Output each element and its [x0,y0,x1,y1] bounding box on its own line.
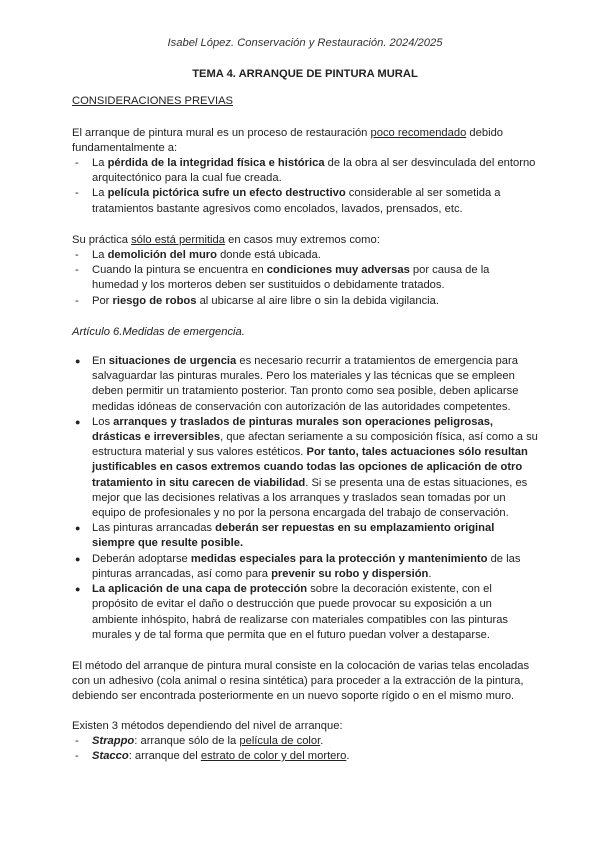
text: : arranque sólo de la [134,734,240,747]
list-item [72,156,538,186]
method-name: Strappo [92,734,135,747]
text: . Si se presenta una de estas situaciones, es mejor que las decisiones relativas a los arranques y traslados sean tomadas por un equipo de profesionales y no por la persona encargada del trabajo de conservación. [92,476,528,520]
bold-text: deberán ser repuestas en su emplazamiento original siempre que resulte posible. [92,522,495,550]
text: de las pinturas arrancadas, así como para [92,552,521,580]
methods-list [72,734,538,764]
bold-text: condiciones muy adversas [266,264,410,277]
page-title: TEMA 4. ARRANQUE DE PINTURA MURAL [192,68,418,81]
list-item [72,415,538,521]
text: . [320,734,324,747]
method-name: Stacco [92,749,129,762]
list-item [72,248,538,263]
text: sobre la decoración existente, con el propósito de evitar el daño o destrucción que puede provocar su exposición a un ambiente inhóspito, habrá de realizarse con materiales compatibles con las pinturas murales y de tal forma que permita que en el futuro puedan volver a destaparse. [92,583,509,641]
practice-paragraph [72,233,538,248]
method-paragraph: El método del arranque de pintura mural consiste en la colocación de varias telas encoladas con un adhesivo (cola animal o resina sintética) para proceder a la extracción de la pintura, debiendo ser encontrada posteriormente en un nuevo soporte rígido o en el mismo muro. [72,659,530,703]
bold-text: riesgo de robos [112,294,197,307]
list-item [72,582,538,643]
list-item [72,294,538,309]
text: Los [92,415,114,428]
list-item [72,521,538,551]
text: debido fundamentalmente a: [72,126,504,154]
text: considerable al ser sometida a tratamientos bastante agresivos como encolados, lavados, prensados, etc. [92,187,501,215]
text: Por [92,294,113,307]
bold-text: situaciones de urgencia [108,355,237,368]
reasons-list [72,156,538,217]
text: al ubicarse al aire libre o sin la debida vigilancia. [196,294,439,307]
list-item [72,749,538,764]
text: El arranque de pintura mural es un proceso de restauración [72,126,371,139]
bold-text: arranques y traslados de pinturas murales son operaciones peligrosas, drásticas e irreversibles [92,415,494,444]
text: En [92,355,109,368]
list-item [72,552,538,582]
text: , que afectan seriamente a su composición física, así como a su estructura material y sus valores estéticos. [92,431,538,459]
text: es necesario recurrir a tratamientos de emergencia para salvaguardar las pinturas murales. Pero los materiales y las técnicas que se empleen deben permitir un tratamiento posterior. Tan pronto como sea posible, deben aplicarse medidas idóneas de conservación con autorización de las autoridades competentes. [92,355,519,413]
list-item [72,186,538,216]
bold-text: película pictórica sufre un efecto destructivo [107,187,346,200]
underlined-text: poco recomendado [370,126,467,139]
text: de la obra al ser desvinculada del entorno arquitectónico para la cual fue creada. [92,157,536,185]
cases-list [72,248,538,309]
bold-text: Por tanto, tales actuaciones sólo resultan justificables en casos extremos cuando todas las opciones de aplicación de otro tratamiento in situ carecen de viabilidad [92,446,528,489]
underlined-text: sólo está permitida [131,233,225,246]
text: La [92,249,108,262]
text: en casos muy extremos como: [224,233,380,246]
bold-text: medidas especiales para la protección y mantenimiento [190,552,488,565]
text: . [428,567,432,580]
list-item [72,734,538,749]
text: : arranque del [128,749,201,762]
text: Las pinturas arrancadas [92,522,216,535]
bold-text: prevenir su robo y dispersión [271,567,429,580]
text: por causa de la humedad y los morteros deben ser sustituidos o debidamente tratados. [92,264,490,292]
text: . [346,749,350,762]
bold-text: pérdida de la integridad física e histórica [107,157,325,170]
text: La [92,187,108,200]
list-item [72,354,538,415]
document-page [72,36,538,764]
underlined-text: estrato de color y del mortero [200,749,347,762]
text: Deberán adoptarse [92,552,191,565]
bold-text: demolición del muro [107,249,217,262]
text: La [92,157,108,170]
article-heading: Artículo 6.Medidas de emergencia. [72,325,245,338]
text: donde está ubicada. [216,249,321,262]
methods-intro: Existen 3 métodos dependiendo del nivel de arranque: [72,719,343,732]
section-heading: CONSIDERACIONES PREVIAS [72,95,234,108]
bold-text: La aplicación de una capa de protección [92,583,308,596]
underlined-text: película de color [239,734,321,747]
text: Su práctica [72,233,132,246]
text: Cuando la pintura se encuentra en [92,264,267,277]
intro-paragraph [72,126,538,156]
measures-list [72,354,538,643]
list-item [72,263,538,293]
page-header: Isabel López. Conservación y Restauración. 2024/2025 [167,37,443,49]
